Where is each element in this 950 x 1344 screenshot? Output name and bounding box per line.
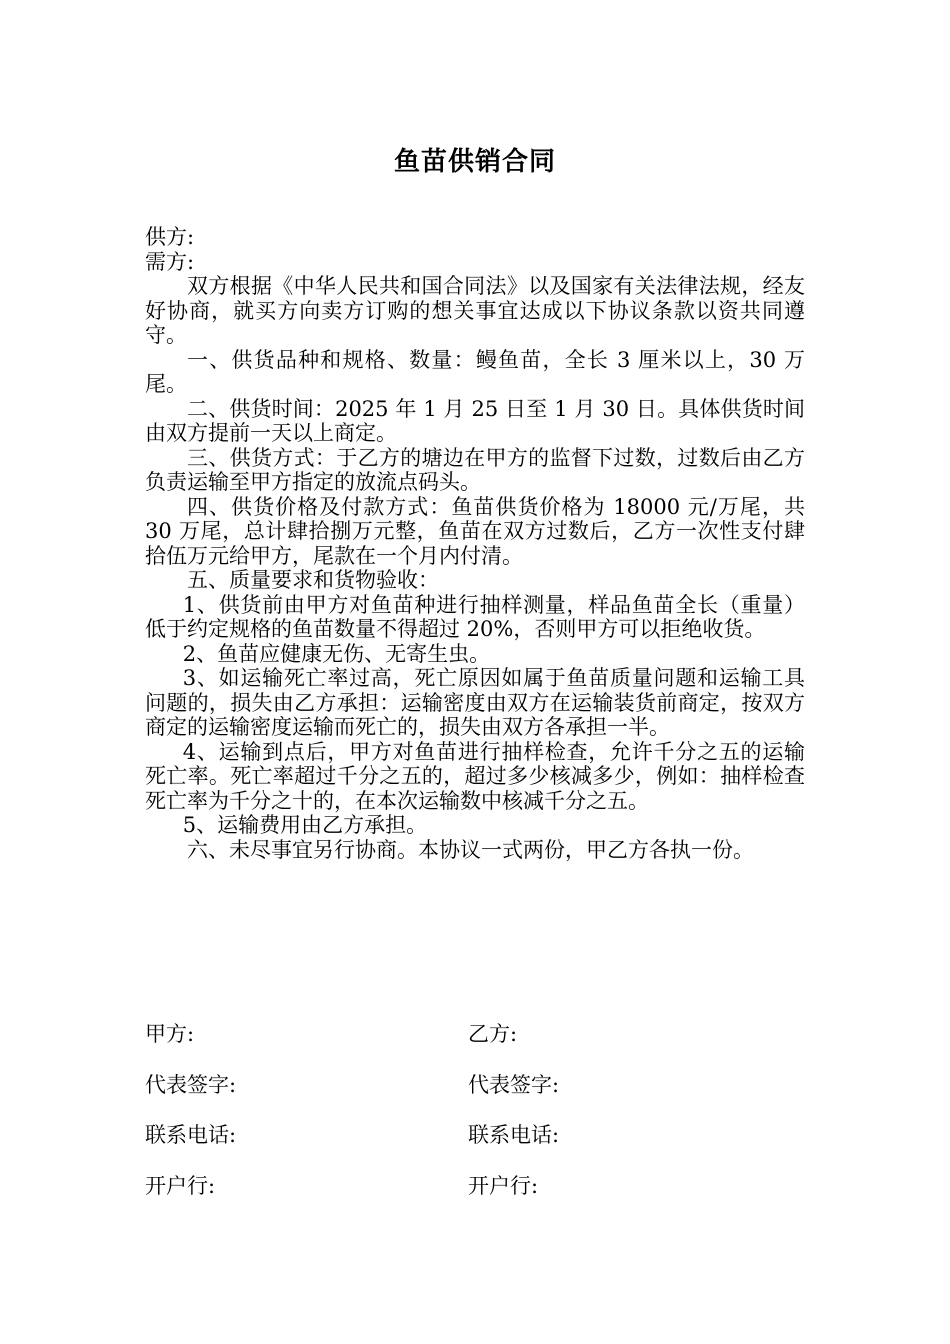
- party-a-representative-label: 代表签字:: [145, 1072, 237, 1097]
- buyer-label: 需方:: [145, 249, 195, 274]
- signature-row-party: [145, 1018, 805, 1069]
- clause-5-item-2: 2、鱼苗应健康无伤、无寄生虫。: [182, 641, 491, 666]
- party-b-bank-label: 开户行:: [468, 1173, 539, 1198]
- party-a-label: 甲方:: [145, 1022, 195, 1046]
- party-b-representative-label: 代表签字:: [468, 1072, 560, 1097]
- signature-row-representative: [145, 1069, 805, 1120]
- clause-1-variety-quantity: 一、供货品种和规格、数量：鳗鱼苗，全长 3 厘米以上，30 万尾。: [145, 347, 805, 396]
- document-title: 鱼苗供销合同: [393, 147, 556, 177]
- party-b-label: 乙方:: [468, 1022, 518, 1046]
- preamble-paragraph: 双方根据《中华人民共和国合同法》以及国家有关法律法规，经友好协商，就买方向卖方订购的想关事宜达成以下协议条款以资共同遵守。: [145, 274, 805, 347]
- clause-5-item-4: 4、运输到点后，甲方对鱼苗进行抽样检查，允许千分之五的运输死亡率。死亡率超过千分之五的，超过多少核减多少，例如：抽样检查死亡率为千分之十的，在本次运输数中核减千分之五。: [145, 739, 805, 813]
- clause-2-supply-time: 二、供货时间：2025 年 1 月 25 日至 1 月 30 日。具体供货时间由双方提前一天以上商定。: [145, 396, 805, 445]
- party-b-phone-label: 联系电话:: [468, 1123, 560, 1147]
- party-a-bank-label: 开户行:: [145, 1173, 216, 1198]
- clause-3-supply-method: 三、供货方式：于乙方的塘边在甲方的监督下过数，过数后由乙方负责运输至甲方指定的放流点码头。: [145, 445, 805, 494]
- clause-5-item-1: 1、供货前由甲方对鱼苗种进行抽样测量，样品鱼苗全长（重量）低于约定规格的鱼苗数量不得超过 20%，否则甲方可以拒绝收货。: [145, 592, 805, 641]
- clause-5-item-5: 5、运输费用由乙方承担。: [182, 813, 428, 837]
- signature-row-phone: [145, 1119, 805, 1170]
- signature-row-bank: [145, 1170, 805, 1221]
- clause-5-item-3: 3、如运输死亡率过高，死亡原因如属于鱼苗质量问题和运输工具问题的，损失由乙方承担：运输密度由双方在运输装货前商定，按双方商定的运输密度运输而死亡的，损失由双方各承担一半。: [145, 666, 805, 739]
- party-a-phone-label: 联系电话:: [145, 1123, 237, 1147]
- clause-5-quality-heading: 五、质量要求和货物验收：: [187, 568, 439, 592]
- clause-6-misc: 六、未尽事宜另行协商。本协议一式两份，甲乙方各执一份。: [187, 837, 754, 862]
- contract-body: [145, 225, 805, 862]
- supplier-label: 供方:: [145, 225, 195, 249]
- clause-4-price-payment: 四、供货价格及付款方式：鱼苗供货价格为 18000 元/万尾，共 30 万尾，总计肆拾捌万元整，鱼苗在双方过数后，乙方一次性支付肆拾伍万元给甲方，尾款在一个月内付清。: [145, 494, 805, 568]
- signature-block: [145, 1018, 805, 1220]
